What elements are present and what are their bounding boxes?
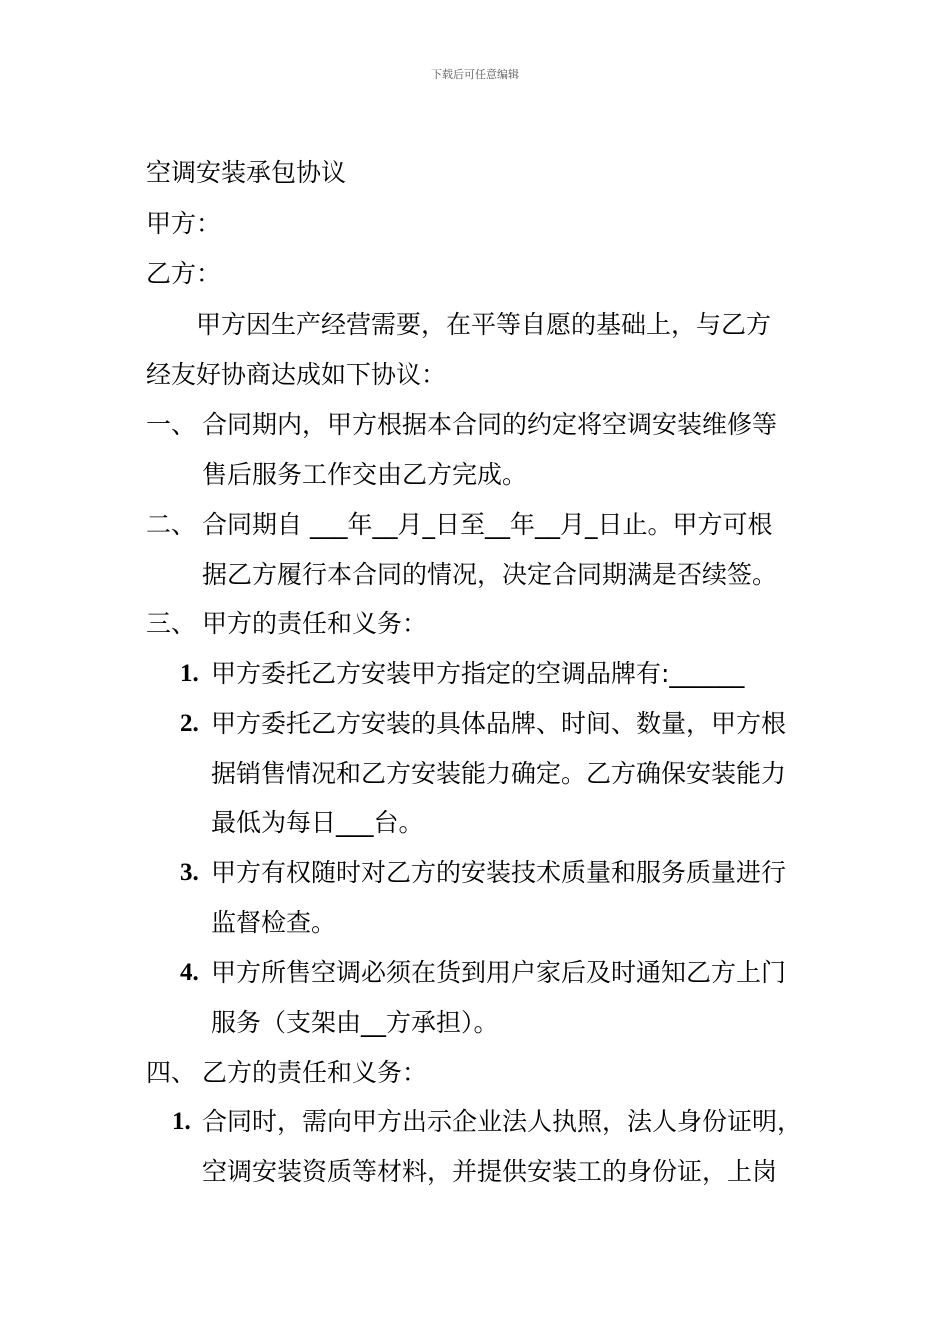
section-4-item-1-number: 1. bbox=[172, 1108, 191, 1135]
section-4-item-1-line-2: 空调安装资质等材料，并提供安装工的身份证，上岗 bbox=[202, 1157, 778, 1186]
section-3-item-2-number: 2. bbox=[180, 710, 199, 737]
section-4-marker: 四、 bbox=[146, 1058, 197, 1087]
section-1-marker: 一、 bbox=[146, 410, 197, 439]
section-3-marker: 三、 bbox=[146, 609, 197, 638]
section-3-item-3-number: 3. bbox=[180, 859, 199, 886]
section-2-line-1: 合同期自 ___年__月_日至__年__月_日止。甲方可根 bbox=[202, 510, 773, 539]
section-2-marker: 二、 bbox=[146, 510, 197, 539]
section-3-item-2-line-2: 据销售情况和乙方安装能力确定。乙方确保安装能力 bbox=[211, 759, 787, 788]
section-1-line-2: 售后服务工作交由乙方完成。 bbox=[202, 460, 528, 489]
section-3-item-4-line-2: 服务（支架由__方承担）。 bbox=[211, 1008, 499, 1037]
section-2-line-2: 据乙方履行本合同的情况，决定合同期满是否续签。 bbox=[202, 560, 778, 589]
section-3-heading: 甲方的责任和义务： bbox=[202, 609, 428, 638]
intro-line-1: 甲方因生产经营需要，在平等自愿的基础上，与乙方 bbox=[196, 310, 772, 339]
section-3-item-3-line-2: 监督检查。 bbox=[211, 908, 337, 937]
section-3-item-2-line-1: 甲方委托乙方安装的具体品牌、时间、数量，甲方根 bbox=[211, 709, 787, 738]
party-b-label: 乙方： bbox=[146, 259, 222, 288]
section-4-item-1-line-1: 合同时，需向甲方出示企业法人执照，法人身份证明， bbox=[202, 1107, 803, 1136]
section-1-line-1: 合同期内，甲方根据本合同的约定将空调安装维修等 bbox=[202, 410, 778, 439]
section-3-item-2-line-3: 最低为每日___台。 bbox=[211, 808, 424, 837]
section-3-item-4-line-1: 甲方所售空调必须在货到用户家后及时通知乙方上门 bbox=[211, 958, 787, 987]
section-3-item-1-line-1: 甲方委托乙方安装甲方指定的空调品牌有:______ bbox=[211, 659, 745, 688]
document-title: 空调安装承包协议 bbox=[146, 158, 347, 187]
section-3-item-1-number: 1. bbox=[180, 660, 199, 687]
intro-line-2: 经友好协商达成如下协议： bbox=[146, 360, 447, 389]
section-3-item-3-line-1: 甲方有权随时对乙方的安装技术质量和服务质量进行 bbox=[211, 858, 787, 887]
party-a-label: 甲方： bbox=[146, 209, 222, 238]
section-4-heading: 乙方的责任和义务： bbox=[202, 1058, 428, 1087]
header-note: 下载后可任意编辑 bbox=[431, 68, 519, 81]
section-3-item-4-number: 4. bbox=[180, 959, 199, 986]
